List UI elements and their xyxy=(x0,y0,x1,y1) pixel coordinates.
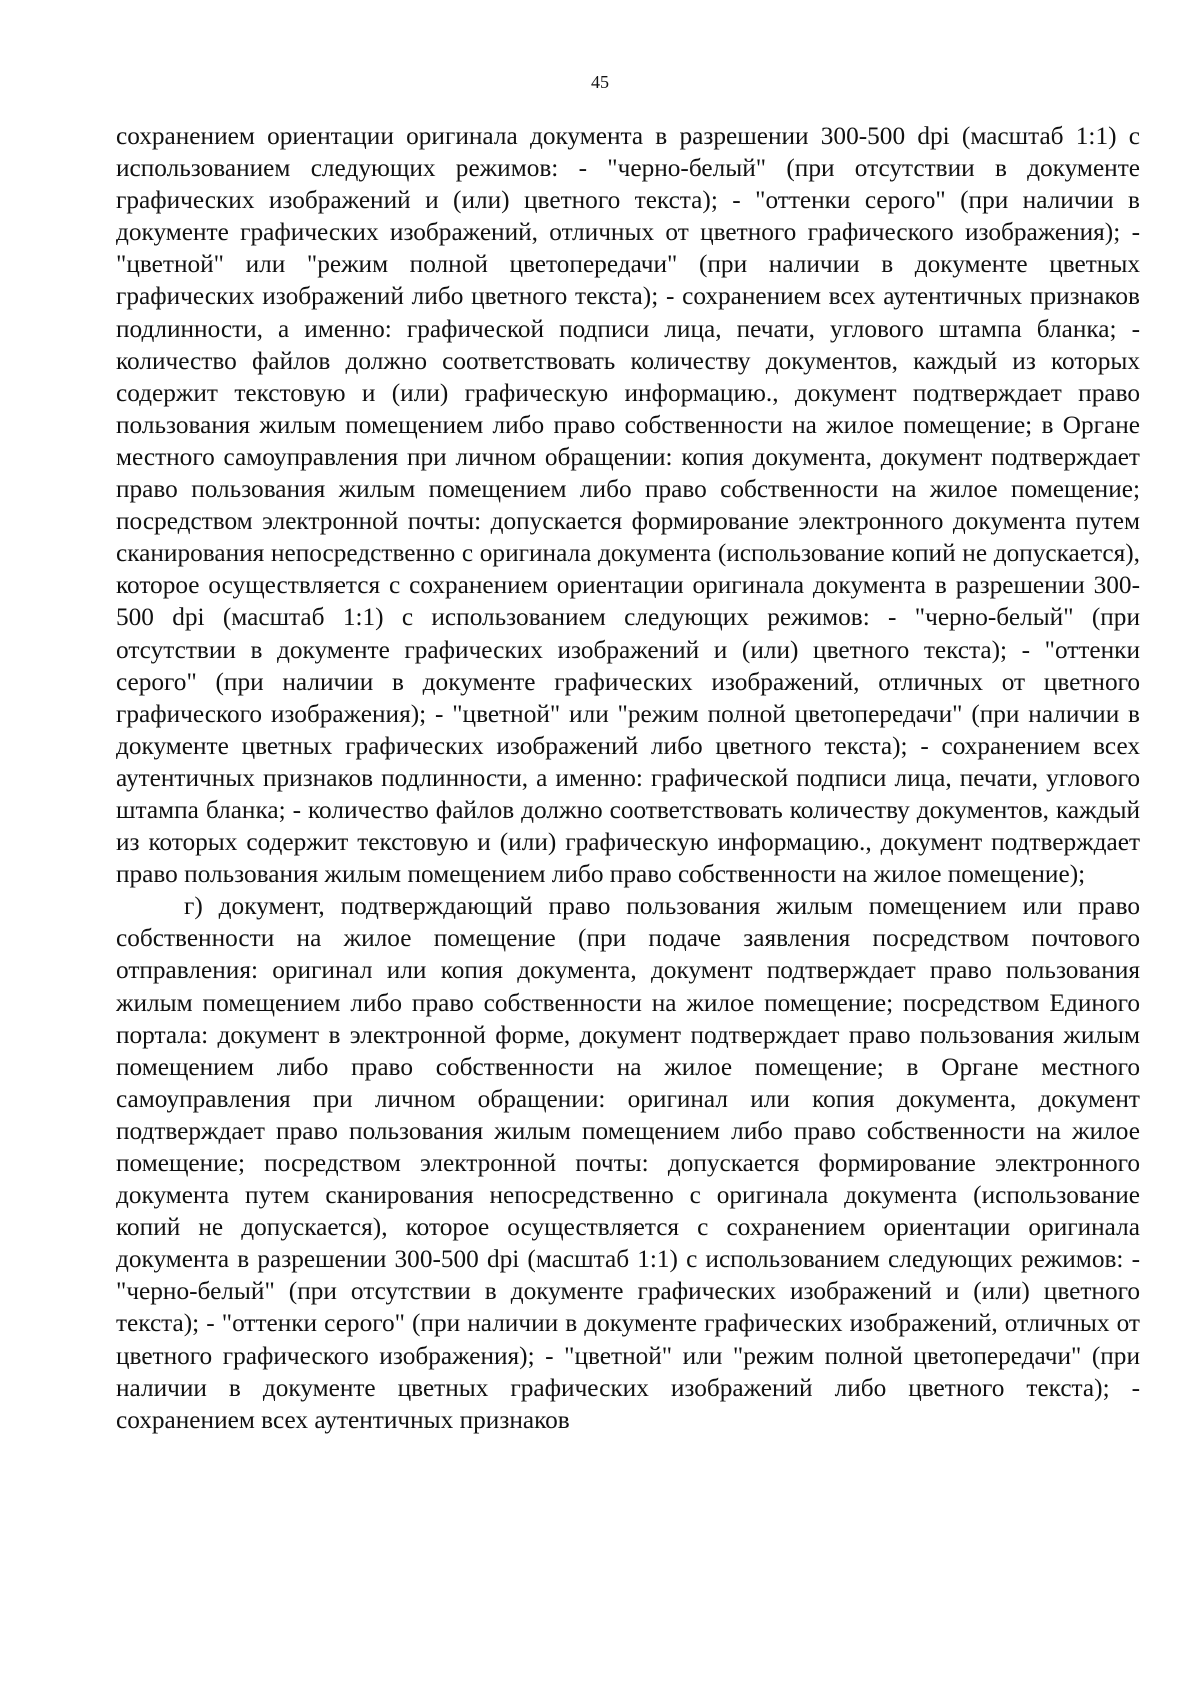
paragraph-item-g: г) документ, подтверждающий право пользования жилым помещением или право собственности на жилое помещение (при подаче заявления посредством почтового отправления: оригинал или копия документа, документ подтверждает право пользования жилым помещением либо право собственности на жилое помещение; посредством Единого портала: документ в электронной форме, документ подтверждает право пользования жилым помещением либо право собственности на жилое помещение; в Органе местного самоуправления при личном обращении: оригинал или копия документа, документ подтверждает право пользования жилым помещением либо право собственности на жилое помещение; посредством электронной почты: допускается формирование электронного документа путем сканирования непосредственно с оригинала документа (использование копий не допускается), которое осуществляется с сохранением ориентации оригинала документа в разрешении 300-500 dpi (масштаб 1:1) с использованием следующих режимов: - "черно-белый" (при отсутствии в документе графических изображений и (или) цветного текста); - "оттенки серого" (при наличии в документе графических изображений, отличных от цветного графического изображения); - "цветной" или "режим полной цветопередачи" (при наличии в документе цветных графических изображений либо цветного текста); - сохранением всех аутентичных признаков xyxy=(116,892,1140,1434)
page-number: 45 xyxy=(591,72,609,92)
paragraph-continuation: сохранением ориентации оригинала документа в разрешении 300-500 dpi (масштаб 1:1) с использованием следующих режимов: - "черно-белый" (при отсутствии в документе графических изображений и (или) цветного текста); - "оттенки серого" (при наличии в документе графических изображений, отличных от цветного графического изображения); - "цветной" или "режим полной цветопередачи" (при наличии в документе цветных графических изображений либо цветного текста); - сохранением всех аутентичных признаков подлинности, а именно: графической подписи лица, печати, углового штампа бланка; - количество файлов должно соответствовать количеству документов, каждый из которых содержит текстовую и (или) графическую информацию., документ подтверждает право пользования жилым помещением либо право собственности на жилое помещение; в Органе местного самоуправления при личном обращении: копия документа, документ подтверждает право пользования жилым помещением либо право собственности на жилое помещение; посредством электронной почты: допускается формирование электронного документа путем сканирования непосредственно с оригинала документа (использование копий не допускается), которое осуществляется с сохранением ориентации оригинала документа в разрешении 300-500 dpi (масштаб 1:1) с использованием следующих режимов: - "черно-белый" (при отсутствии в документе графических изображений и (или) цветного текста); - "оттенки серого" (при наличии в документе графических изображений, отличных от цветного графического изображения); - "цветной" или "режим полной цветопередачи" (при наличии в документе цветных графических изображений либо цветного текста); - сохранением всех аутентичных признаков подлинности, а именно: графической подписи лица, печати, углового штампа бланка; - количество файлов должно соответствовать количеству документов, каждый из которых содержит текстовую и (или) графическую информацию., документ подтверждает право пользования жилым помещением либо право собственности на жилое помещение); xyxy=(116,122,1140,889)
document-body xyxy=(116,120,1140,1436)
